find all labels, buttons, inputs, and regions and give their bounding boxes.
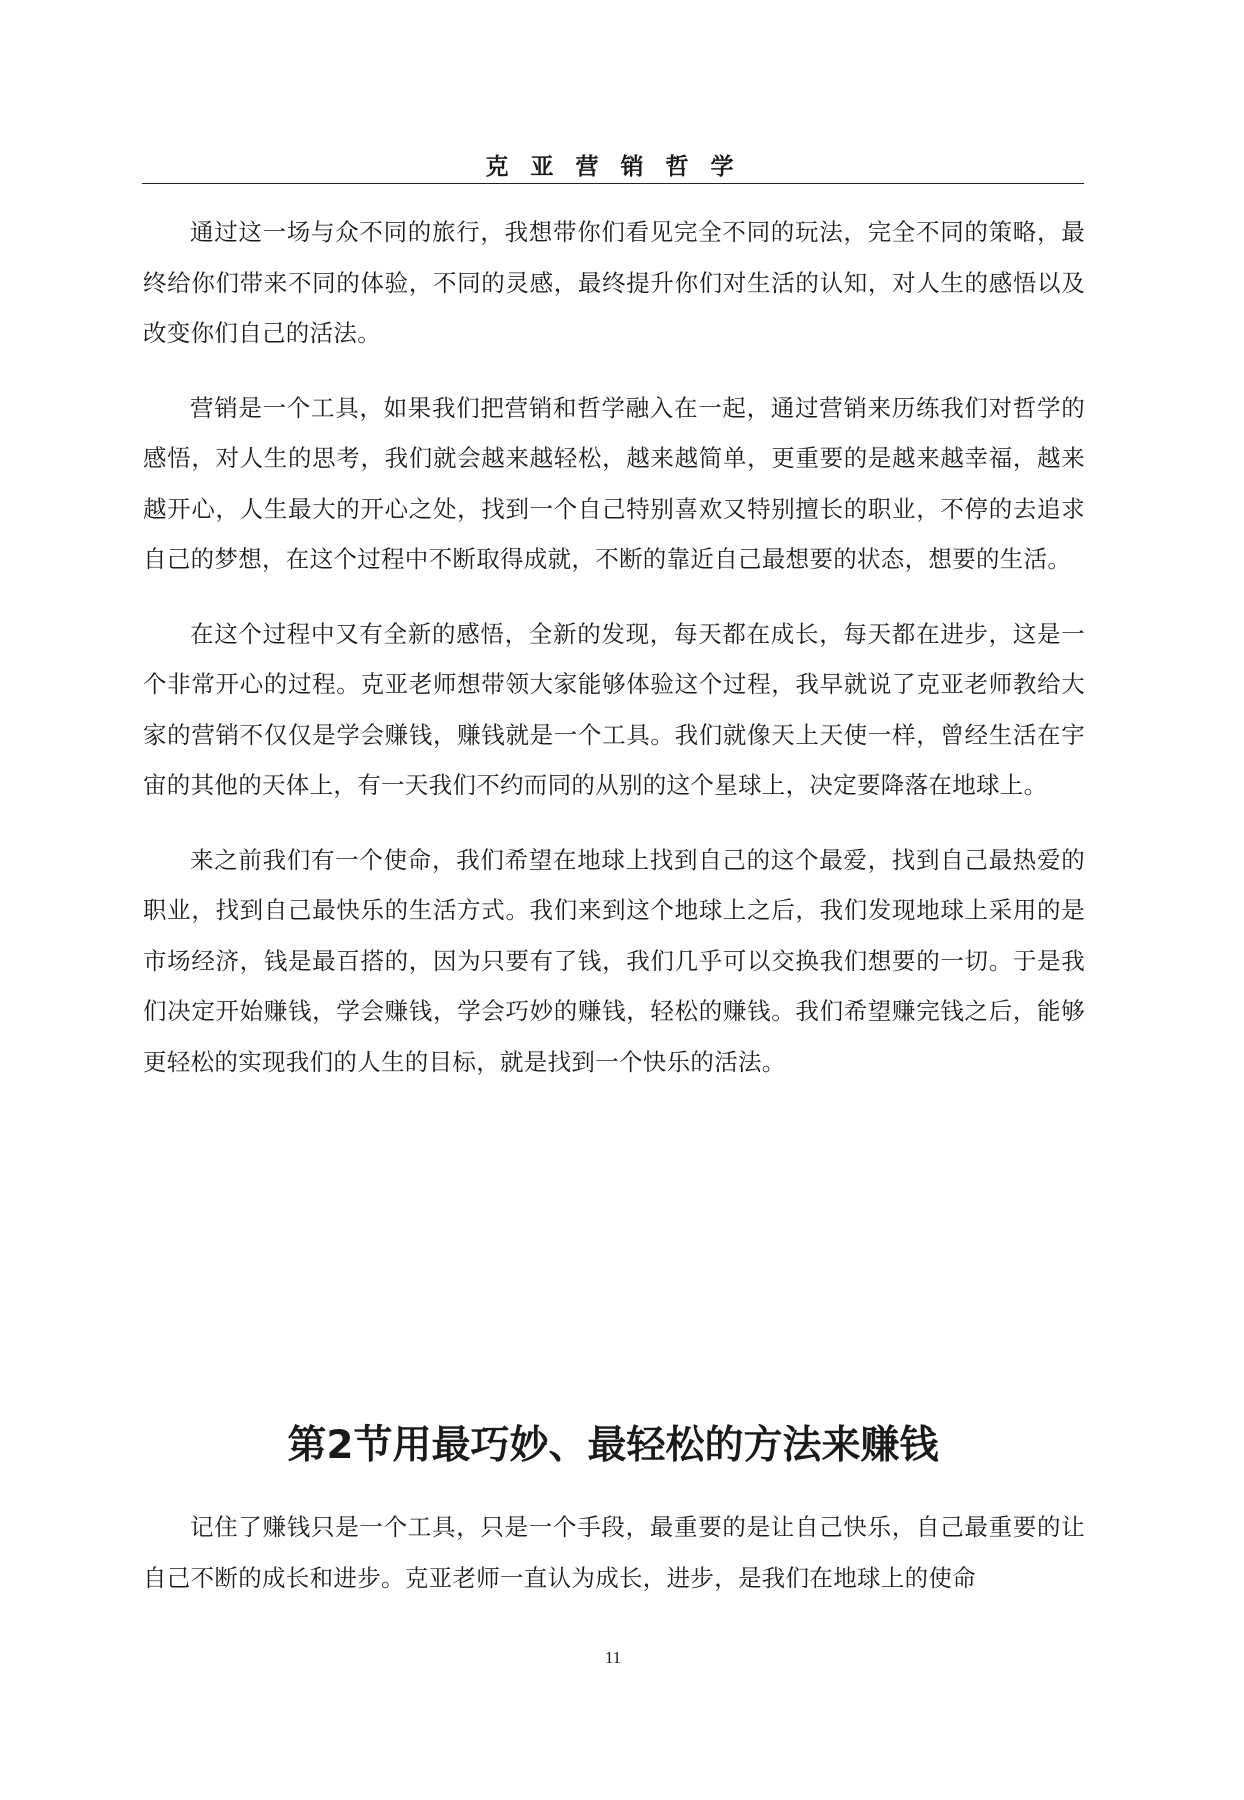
section-body (143, 1502, 1085, 1603)
paragraph: 营销是一个工具，如果我们把营销和哲学融入在一起，通过营销来历练我们对哲学的感悟，对人生的思考，我们就会越来越轻松，越来越简单，更重要的是越来越幸福，越来越开心，人生最大的开心之处，找到一个自己特别喜欢又特别擅长的职业，不停的去追求自己的梦想，在这个过程中不断取得成就，不断的靠近自己最想要的状态，想要的生活。 (143, 393, 1085, 573)
section-heading: 第2节用最巧妙、最轻松的方法来赚钱 (287, 1423, 939, 1468)
body-text (143, 207, 1085, 1087)
paragraph: 来之前我们有一个使命，我们希望在地球上找到自己的这个最爱，找到自己最热爱的职业，找到自己最快乐的生活方式。我们来到这个地球上之后，我们发现地球上采用的是市场经济，钱是最百搭的，因为只要有了钱，我们几乎可以交换我们想要的一切。于是我们决定开始赚钱，学会赚钱，学会巧妙的赚钱，轻松的赚钱。我们希望赚完钱之后，能够更轻松的实现我们的人生的目标，就是找到一个快乐的活法。 (143, 845, 1085, 1076)
paragraph: 通过这一场与众不同的旅行，我想带你们看见完全不同的玩法，完全不同的策略，最终给你们带来不同的体验，不同的灵感，最终提升你们对生活的认知，对人生的感悟以及改变你们自己的活法。 (143, 218, 1085, 347)
page-number: 11 (604, 1648, 622, 1667)
running-header: 克 亚 营 销 哲 学 (485, 154, 741, 180)
header-divider (142, 183, 1084, 184)
paragraph: 在这个过程中又有全新的感悟，全新的发现，每天都在成长，每天都在进步，这是一个非常开心的过程。克亚老师想带领大家能够体验这个过程，我早就说了克亚老师教给大家的营销不仅仅是学会赚钱，赚钱就是一个工具。我们就像天上天使一样，曾经生活在宇宙的其他的天体上，有一天我们不约而同的从别的这个星球上，决定要降落在地球上。 (143, 619, 1085, 799)
paragraph: 记住了赚钱只是一个工具，只是一个手段，最重要的是让自己快乐，自己最重要的让自己不断的成长和进步。克亚老师一直认为成长，进步，是我们在地球上的使命 (143, 1513, 1085, 1592)
